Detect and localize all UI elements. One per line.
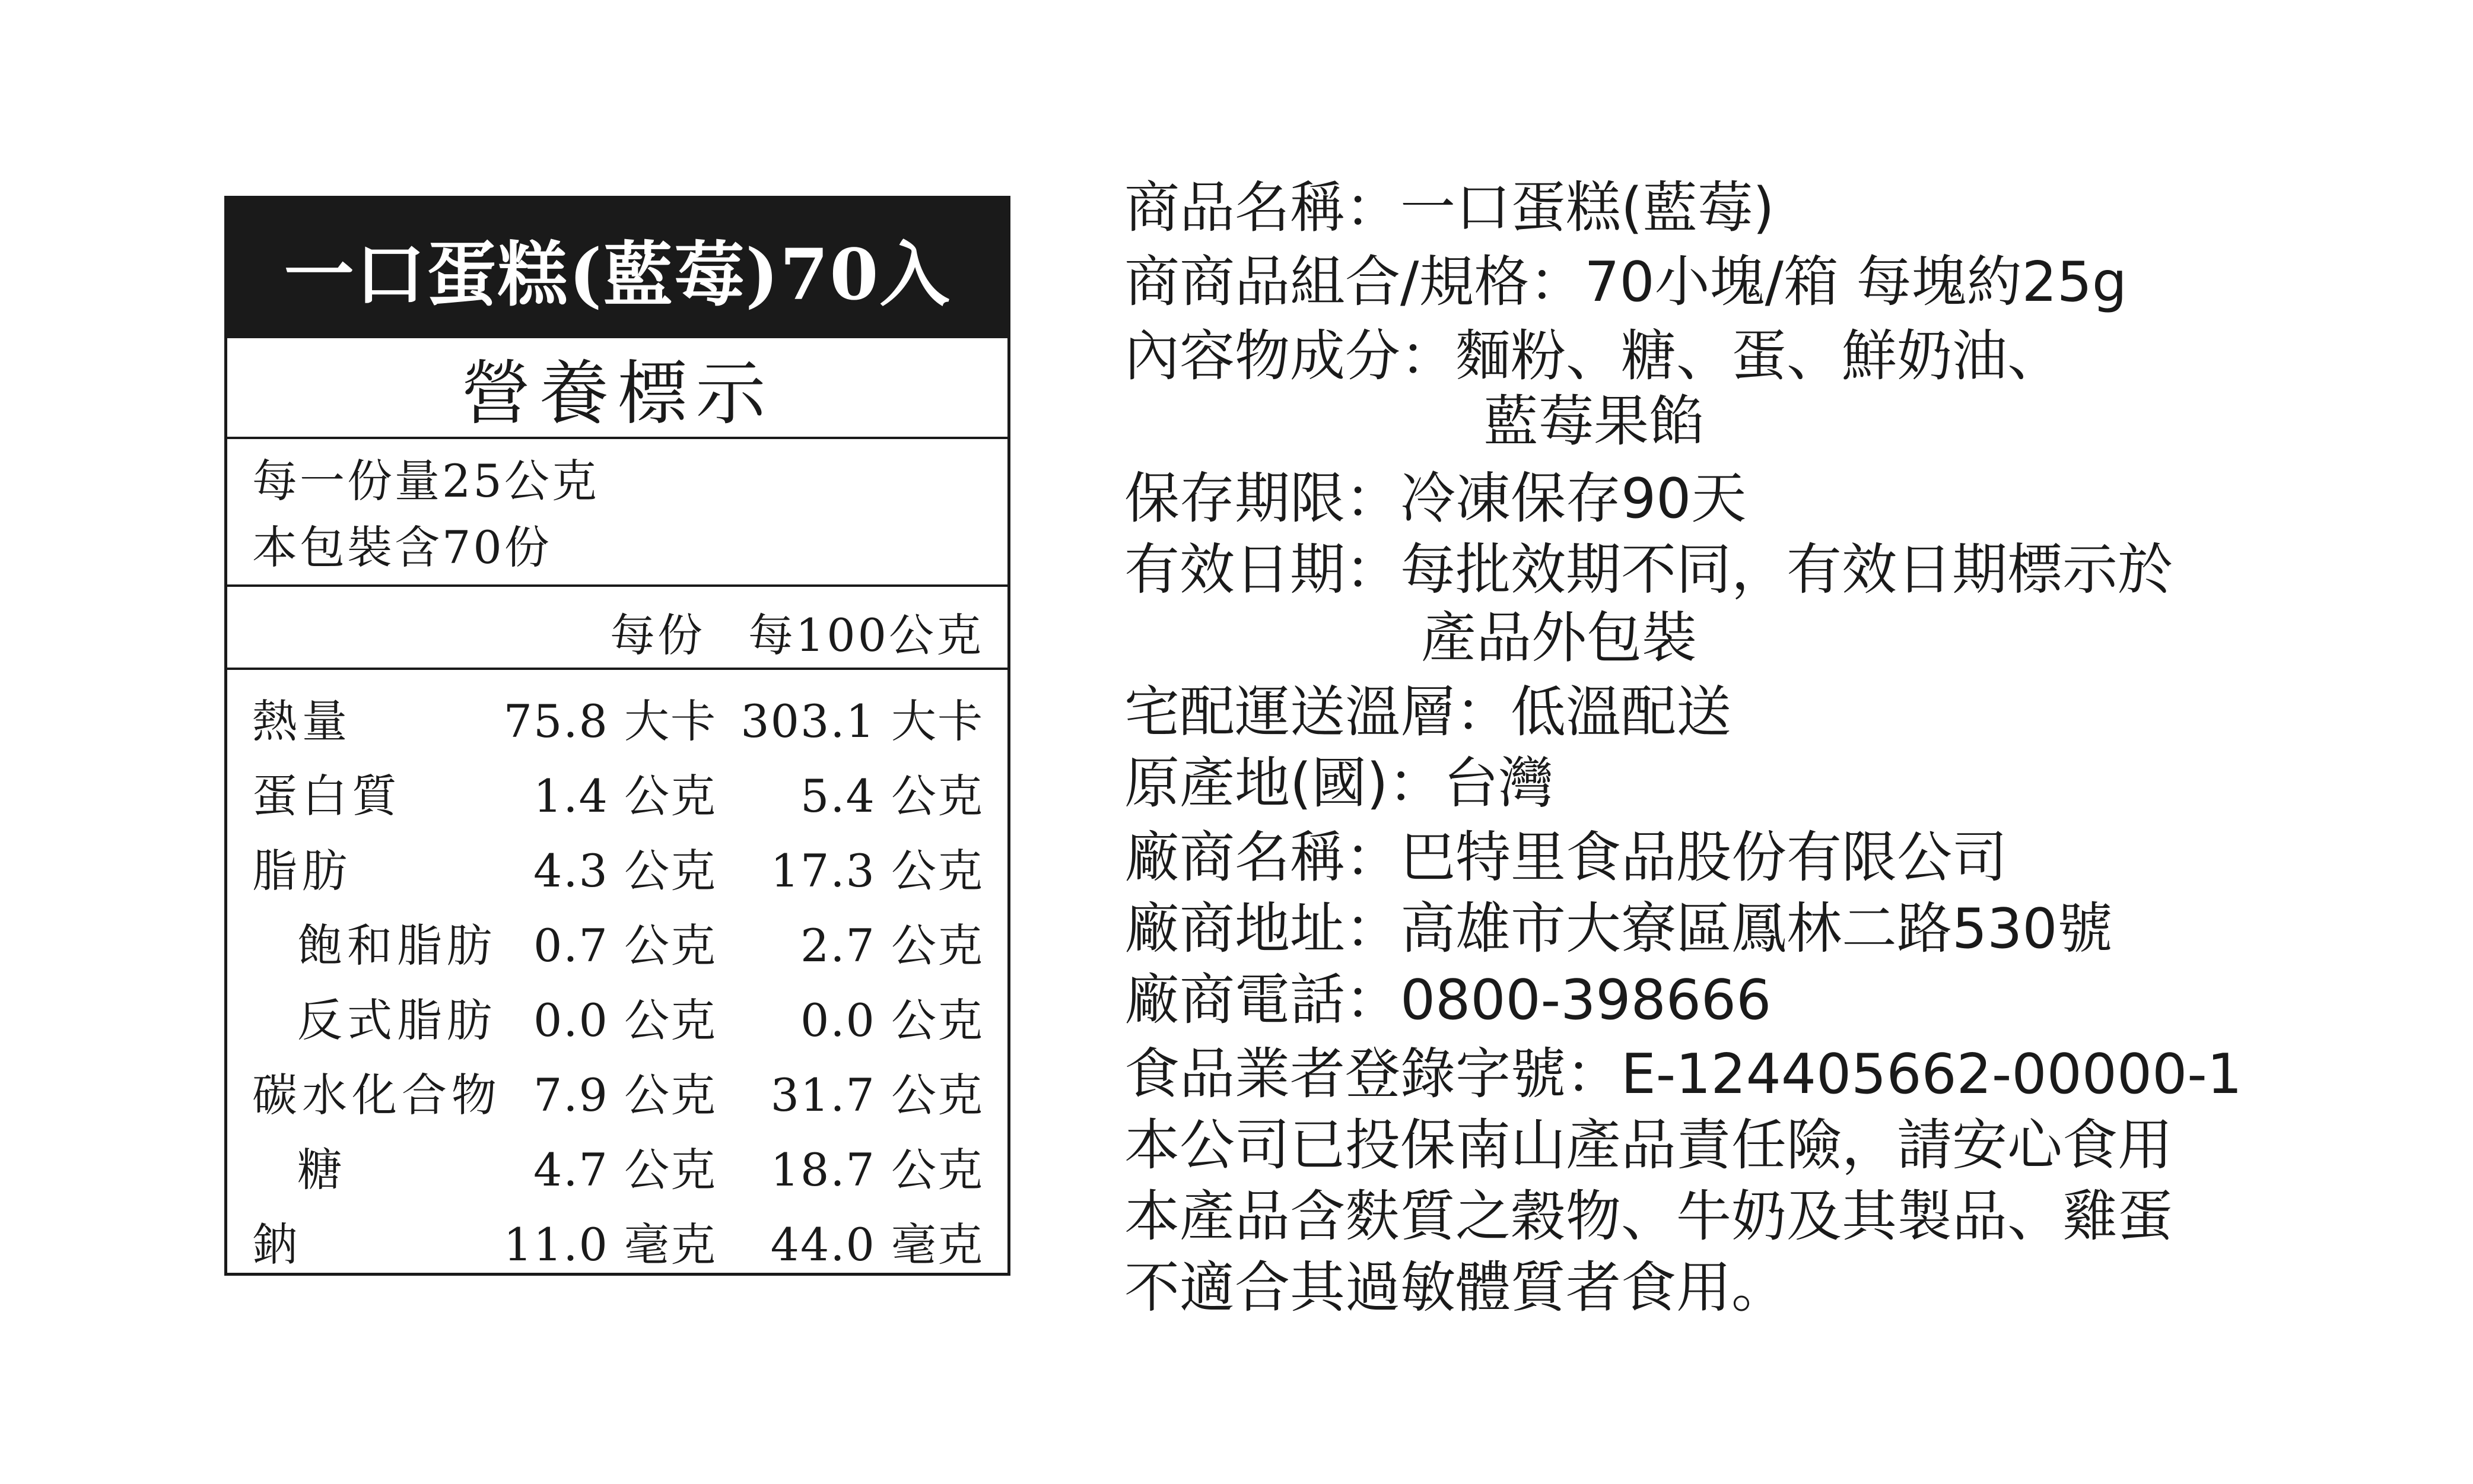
per-100g-value: 17.3 公克 bbox=[770, 844, 984, 897]
per-serving-value: 0.7 公克 bbox=[533, 919, 717, 972]
info-registration: 食品業者登錄字號：E-124405662-00000-1 bbox=[1124, 1042, 2242, 1106]
info-manufacturer: 廠商名稱：巴特里食品股份有限公司 bbox=[1124, 825, 2007, 889]
table-row bbox=[227, 1059, 1007, 1134]
column-header-per-100g: 每100公克 bbox=[748, 609, 984, 662]
table-row bbox=[227, 910, 1007, 984]
per-100g-value: 18.7 公克 bbox=[770, 1143, 984, 1196]
info-delivery: 宅配運送溫層：低溫配送 bbox=[1124, 680, 1731, 744]
per-serving-value: 7.9 公克 bbox=[533, 1069, 717, 1121]
info-expiry-cont: 產品外包裝 bbox=[1421, 606, 1697, 670]
nutrient-name: 反式脂肪 bbox=[297, 994, 497, 1047]
info-spec: 商商品組合/規格：70小塊/箱 每塊約25g bbox=[1124, 250, 2127, 314]
servings-per-pack: 本包裝含70份 bbox=[252, 521, 552, 574]
serving-info bbox=[252, 448, 599, 581]
serving-size: 每一份量25公克 bbox=[252, 455, 599, 507]
table-row bbox=[227, 685, 1007, 760]
per-100g-value: 0.0 公克 bbox=[800, 994, 984, 1047]
table-row bbox=[227, 760, 1007, 835]
per-100g-value: 303.1 大卡 bbox=[740, 695, 984, 748]
nutrient-name: 熱量 bbox=[252, 695, 352, 748]
table-row bbox=[227, 984, 1007, 1059]
column-header-per-serving: 每份 bbox=[610, 609, 705, 662]
info-ingredients: 內容物成分：麵粉、糖、蛋、鮮奶油、 bbox=[1124, 324, 2062, 388]
table-row bbox=[227, 1209, 1007, 1283]
per-100g-value: 31.7 公克 bbox=[770, 1069, 984, 1121]
info-address: 廠商地址：高雄市大寮區鳳林二路530號 bbox=[1124, 897, 2113, 961]
per-100g-value: 5.4 公克 bbox=[800, 770, 984, 822]
table-row bbox=[227, 835, 1007, 910]
info-origin: 原產地(國)：台灣 bbox=[1124, 751, 1554, 815]
nutrient-name: 蛋白質 bbox=[252, 770, 402, 822]
per-serving-value: 11.0 毫克 bbox=[503, 1218, 717, 1271]
info-expiry: 有效日期：每批效期不同，有效日期標示於 bbox=[1124, 538, 2173, 602]
divider bbox=[227, 668, 1007, 670]
per-serving-value: 75.8 大卡 bbox=[503, 695, 717, 748]
nutrition-label bbox=[224, 196, 1010, 1276]
product-title: 一口蛋糕(藍莓)70入 bbox=[227, 199, 1007, 338]
info-allergen-cont: 不適合其過敏體質者食用。 bbox=[1124, 1256, 1787, 1320]
table-row bbox=[227, 1134, 1007, 1209]
per-serving-value: 1.4 公克 bbox=[533, 770, 717, 822]
divider bbox=[227, 584, 1007, 587]
info-ingredients-cont: 藍莓果餡 bbox=[1483, 389, 1704, 453]
per-serving-value: 4.7 公克 bbox=[533, 1143, 717, 1196]
nutrition-heading: 營養標示 bbox=[227, 338, 1007, 439]
per-serving-value: 0.0 公克 bbox=[533, 994, 717, 1047]
per-100g-value: 2.7 公克 bbox=[800, 919, 984, 972]
info-allergen: 本產品含麩質之穀物、牛奶及其製品、雞蛋 bbox=[1124, 1184, 2173, 1248]
nutrient-name: 鈉 bbox=[252, 1218, 302, 1271]
nutrient-name: 糖 bbox=[297, 1143, 347, 1196]
info-phone: 廠商電話：0800-398666 bbox=[1124, 968, 1772, 1032]
info-shelf-life: 保存期限：冷凍保存90天 bbox=[1124, 466, 1747, 530]
per-serving-value: 4.3 公克 bbox=[533, 844, 717, 897]
nutrient-name: 脂肪 bbox=[252, 844, 352, 897]
info-insurance: 本公司已投保南山產品責任險，請安心食用 bbox=[1124, 1113, 2173, 1177]
nutrient-name: 飽和脂肪 bbox=[297, 919, 497, 972]
info-product-name: 商品名稱：一口蛋糕(藍莓) bbox=[1124, 176, 1775, 240]
per-100g-value: 44.0 毫克 bbox=[770, 1218, 984, 1271]
nutrient-name: 碳水化合物 bbox=[252, 1069, 501, 1121]
